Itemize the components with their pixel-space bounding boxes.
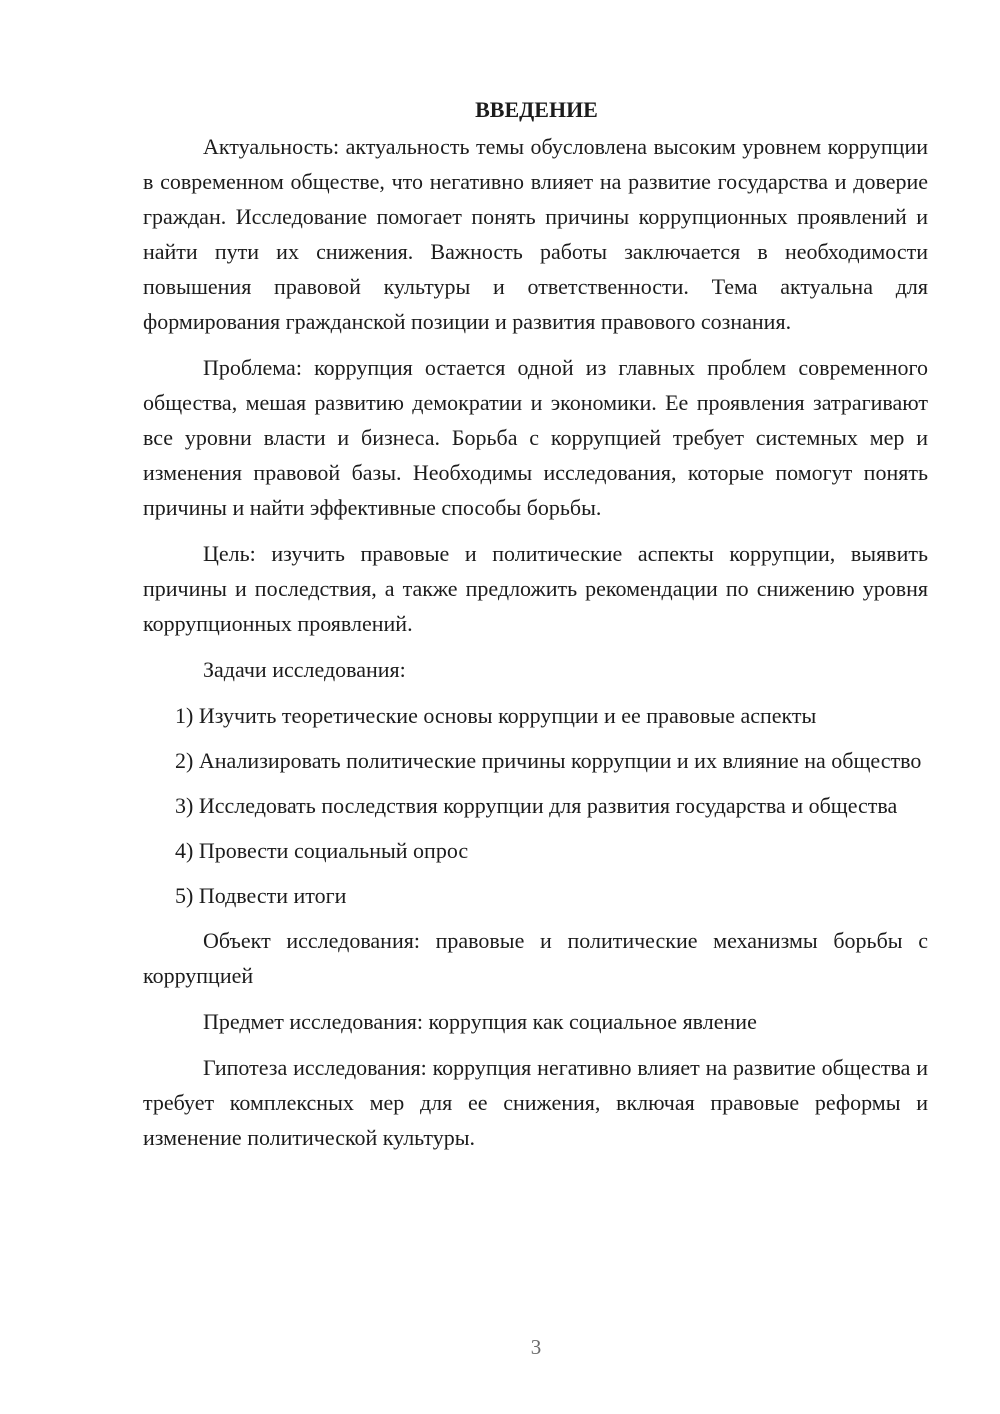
hypothesis-paragraph: Гипотеза исследования: коррупция негативно влияет на развитие общества и требует комплексных мер для ее снижения, включая правовые реформы и изменение политической культуры. [143,1055,928,1150]
tasks-heading: Задачи исследования: [203,657,406,682]
goal-paragraph: Цель: изучить правовые и политические аспекты коррупции, выявить причины и последствия, а также предложить рекомендации по снижению уровня коррупционных проявлений. [143,541,928,636]
problem-paragraph: Проблема: коррупция остается одной из главных проблем современного общества, мешая развитию демократии и экономики. Ее проявления затрагивают все уровни власти и бизнеса. Борьба с коррупцией требует системных мер и изменения правовой базы. Необходимы исследования, которые помогут понять причины и найти эффективные способы борьбы. [143,355,928,520]
object-paragraph: Объект исследования: правовые и политические механизмы борьбы с коррупцией [143,928,928,988]
task-item: 1) Изучить теоретические основы коррупции и ее правовые аспекты [175,703,817,728]
page-content [143,92,928,1155]
task-item: 4) Провести социальный опрос [175,838,469,863]
page-number: 3 [530,1335,542,1359]
relevance-paragraph: Актуальность: актуальность темы обусловлена высоким уровнем коррупции в современном обществе, что негативно влияет на развитие государства и доверие граждан. Исследование помогает понять причины коррупционных проявлений и найти пути их снижения. Важность работы заключается в необходимости повышения правовой культуры и ответственности. Тема актуальна для формирования гражданской позиции и развития правового сознания. [143,134,928,334]
task-item: 2) Анализировать политические причины коррупции и их влияние на общество [175,748,922,773]
task-item: 5) Подвести итоги [175,883,347,908]
task-item: 3) Исследовать последствия коррупции для развития государства и общества [175,793,898,818]
subject-paragraph: Предмет исследования: коррупция как социальное явление [203,1009,757,1034]
page-title: ВВЕДЕНИЕ [475,97,598,122]
